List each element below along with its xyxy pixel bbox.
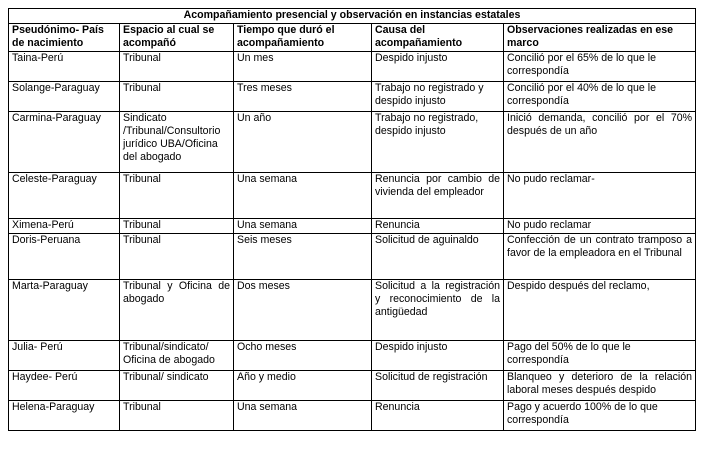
cell-space: Sindicato /Tribunal/Consultorio jurídico UBA/Oficina del abogado [120, 112, 234, 173]
cell-duration: Tres meses [234, 82, 372, 112]
cell-cause: Despido injusto [372, 52, 504, 82]
accompaniment-table [8, 8, 696, 431]
cell-cause: Solicitud de registración [372, 371, 504, 401]
cell-observations: Pago y acuerdo 100% de lo que correspondía [504, 401, 696, 431]
cell-space: Tribunal [120, 219, 234, 234]
cell-pseudonym: Marta-Paraguay [9, 280, 120, 341]
cell-observations: Concilió por el 65% de lo que le correspondía [504, 52, 696, 82]
table-row [9, 280, 696, 341]
table-row [9, 112, 696, 173]
cell-duration: Un año [234, 112, 372, 173]
cell-cause: Despido injusto [372, 341, 504, 371]
cell-pseudonym: Doris-Peruana [9, 234, 120, 280]
cell-observations: Pago del 50% de lo que le correspondía [504, 341, 696, 371]
cell-cause: Renuncia [372, 219, 504, 234]
cell-duration: Un mes [234, 52, 372, 82]
cell-space: Tribunal [120, 401, 234, 431]
table-row [9, 173, 696, 219]
cell-duration: Ocho meses [234, 341, 372, 371]
cell-duration: Una semana [234, 401, 372, 431]
cell-cause: Solicitud a la registración y reconocimiento de la antigüedad [372, 280, 504, 341]
cell-duration: Año y medio [234, 371, 372, 401]
cell-space: Tribunal [120, 52, 234, 82]
table-row [9, 82, 696, 112]
cell-space: Tribunal [120, 234, 234, 280]
cell-space: Tribunal y Oficina de abogado [120, 280, 234, 341]
cell-observations: Despido después del reclamo, [504, 280, 696, 341]
header-cause: Causa del acompañamiento [372, 24, 504, 52]
cell-duration: Seis meses [234, 234, 372, 280]
header-observations: Observaciones realizadas en ese marco [504, 24, 696, 52]
cell-cause: Solicitud de aguinaldo [372, 234, 504, 280]
header-duration: Tiempo que duró el acompañamiento [234, 24, 372, 52]
header-pseudonym: Pseudónimo- País de nacimiento [9, 24, 120, 52]
cell-space: Tribunal/sindicato/ Oficina de abogado [120, 341, 234, 371]
cell-observations: Inició demanda, concilió por el 70% después de un año [504, 112, 696, 173]
table-row [9, 234, 696, 280]
cell-space: Tribunal/ sindicato [120, 371, 234, 401]
header-space: Espacio al cual se acompañó [120, 24, 234, 52]
cell-pseudonym: Ximena-Perú [9, 219, 120, 234]
cell-space: Tribunal [120, 82, 234, 112]
cell-cause: Trabajo no registrado y despido injusto [372, 82, 504, 112]
cell-cause: Renuncia por cambio de vivienda del empleador [372, 173, 504, 219]
cell-observations: Confección de un contrato tramposo a favor de la empleadora en el Tribunal [504, 234, 696, 280]
cell-observations: No pudo reclamar [504, 219, 696, 234]
cell-observations: Blanqueo y deterioro de la relación laboral meses después despido [504, 371, 696, 401]
table-row [9, 371, 696, 401]
cell-observations: Concilió por el 40% de lo que le correspondía [504, 82, 696, 112]
cell-duration: Dos meses [234, 280, 372, 341]
cell-pseudonym: Carmina-Paraguay [9, 112, 120, 173]
cell-pseudonym: Helena-Paraguay [9, 401, 120, 431]
cell-cause: Renuncia [372, 401, 504, 431]
table-row [9, 401, 696, 431]
cell-observations: No pudo reclamar- [504, 173, 696, 219]
table-title: Acompañamiento presencial y observación en instancias estatales [9, 9, 696, 24]
cell-space: Tribunal [120, 173, 234, 219]
table-row [9, 52, 696, 82]
table-row [9, 219, 696, 234]
cell-pseudonym: Taina-Perú [9, 52, 120, 82]
cell-duration: Una semana [234, 219, 372, 234]
cell-cause: Trabajo no registrado, despido injusto [372, 112, 504, 173]
cell-duration: Una semana [234, 173, 372, 219]
table-row [9, 341, 696, 371]
cell-pseudonym: Haydee- Perú [9, 371, 120, 401]
cell-pseudonym: Julia- Perú [9, 341, 120, 371]
cell-pseudonym: Solange-Paraguay [9, 82, 120, 112]
cell-pseudonym: Celeste-Paraguay [9, 173, 120, 219]
